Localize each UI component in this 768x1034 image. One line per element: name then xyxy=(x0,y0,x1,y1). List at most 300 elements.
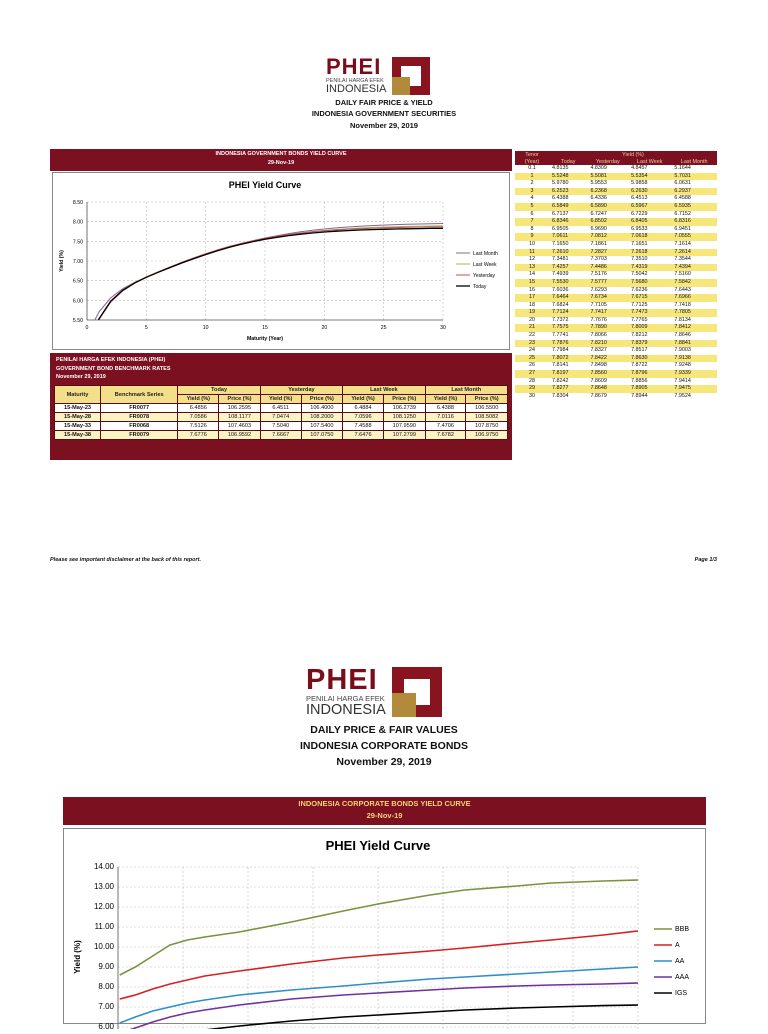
yield-cell: 6.2937 xyxy=(671,188,717,196)
yield-cell: 7.6715 xyxy=(628,294,671,302)
yield-cell: 7.8134 xyxy=(674,316,691,323)
table-row xyxy=(515,249,717,257)
table-row xyxy=(515,233,717,241)
table-row xyxy=(515,180,717,188)
series-cell: FR0068 xyxy=(101,422,178,431)
tenor-cell: 22 xyxy=(529,332,535,339)
yield-cell: 7.7984 xyxy=(552,347,569,354)
value-cell: 7.6776 xyxy=(178,431,219,440)
table-row xyxy=(515,355,717,363)
yield-cell: 7.6464 xyxy=(549,294,587,302)
table-row xyxy=(515,340,717,348)
x-tick-label: 20 xyxy=(321,325,328,331)
maturity-cell: 15-May-38 xyxy=(55,431,101,440)
yield-cell: 6.4388 xyxy=(552,195,569,202)
y-tick-label: 6.00 xyxy=(98,1022,114,1029)
y-tick-label: 6.50 xyxy=(72,278,83,285)
yield-cell: 7.9003 xyxy=(674,347,691,354)
yield-cell: 4.8457 xyxy=(631,165,648,171)
tenor-cell: 6 xyxy=(530,210,534,217)
y-tick-label: 8.00 xyxy=(98,982,114,991)
yield-cell: 7.9248 xyxy=(674,362,691,369)
report-title: DAILY FAIR PRICE & YIELD xyxy=(335,98,433,107)
yield-cell: 5.5354 xyxy=(628,173,671,181)
yield-cell: 7.8072 xyxy=(549,355,587,363)
logo-indonesia: INDONESIA xyxy=(306,702,386,719)
legend-label: IGS xyxy=(675,990,688,997)
table-row xyxy=(515,378,717,386)
yield-cell: 6.8316 xyxy=(671,218,717,226)
tenor-cell: 9 xyxy=(515,233,549,241)
legend-label: AAA xyxy=(675,974,690,981)
value-cell: 7.5040 xyxy=(260,422,301,431)
col-group-last-month: Last Month xyxy=(425,386,507,395)
report-subtitle: INDONESIA GOVERNMENT SECURITIES xyxy=(311,109,457,118)
value-cell: 7.0586 xyxy=(178,413,219,422)
value-cell: 6.4884 xyxy=(343,404,384,413)
value-cell: 106.5500 xyxy=(466,404,508,413)
tenor-cell: 20 xyxy=(529,316,535,323)
value-cell: 7.6667 xyxy=(260,431,301,440)
phei-logo xyxy=(306,666,442,718)
table-row xyxy=(515,324,717,332)
yield-cell: 7.8560 xyxy=(587,370,628,378)
yield-cell: 7.8412 xyxy=(671,324,717,332)
yield-cell: 7.8498 xyxy=(590,362,607,369)
yield-cell: 7.8841 xyxy=(671,340,717,348)
legend-label: Last Week xyxy=(473,262,497,268)
yield-cell: 7.7105 xyxy=(590,301,607,308)
banner-date: 29-Nov-19 xyxy=(267,160,295,166)
benchmark-panel xyxy=(50,353,512,460)
value-cell: 107.8750 xyxy=(466,422,508,431)
value-cell: 6.4511 xyxy=(260,404,301,413)
yield-cell: 7.0611 xyxy=(549,233,587,241)
report-title: DAILY PRICE & FAIR VALUES xyxy=(310,724,458,736)
benchmark-title-2: GOVERNMENT BOND BENCHMARK RATES xyxy=(56,365,171,372)
yield-header: Yield (%) xyxy=(549,151,717,158)
table-row xyxy=(55,422,508,431)
chart-title: PHEI Yield Curve xyxy=(228,180,302,190)
yield-cell: 7.8722 xyxy=(631,362,648,369)
table-row xyxy=(515,279,717,287)
logo-phei-text: PHEI xyxy=(306,664,378,696)
value-cell: 107.4603 xyxy=(219,422,261,431)
y-tick-label: 14.00 xyxy=(93,862,114,871)
logo-mark-icon xyxy=(392,57,430,95)
yield-cell: 7.7417 xyxy=(587,309,628,317)
yield-cell: 7.9339 xyxy=(671,370,717,378)
benchmark-table xyxy=(54,385,508,440)
yield-cell: 7.8905 xyxy=(628,385,671,393)
yield-cell: 7.2610 xyxy=(549,249,587,257)
tenor-cell: 4 xyxy=(530,195,534,202)
yield-cell: 7.7575 xyxy=(549,324,587,332)
table-row xyxy=(55,431,508,440)
tenor-cell: 5 xyxy=(515,203,549,211)
table-row xyxy=(515,218,717,226)
value-cell: 108.1177 xyxy=(219,413,261,422)
col-group-yesterday: Yesterday xyxy=(260,386,342,395)
tenor-cell: 13 xyxy=(515,264,549,272)
legend-label: Last Month xyxy=(473,251,498,257)
tenor-cell: 26 xyxy=(529,362,535,369)
chart-frame xyxy=(63,828,706,1029)
report-subtitle: INDONESIA CORPORATE BONDS xyxy=(299,740,468,752)
yield-cell: 7.6443 xyxy=(674,286,691,293)
value-cell: 7.6782 xyxy=(425,431,466,440)
yield-cell: 7.7125 xyxy=(631,301,648,308)
tenor-cell: 8 xyxy=(530,225,534,232)
x-tick-label: 10 xyxy=(202,325,209,331)
yield-cell: 7.2618 xyxy=(628,249,671,257)
y-tick-label: 7.00 xyxy=(72,259,83,265)
yield-cell: 7.8141 xyxy=(552,362,569,369)
yield-cell: 7.5042 xyxy=(631,271,648,278)
disclaimer: Please see important disclaimer at the back of this report. xyxy=(50,557,201,563)
yield-cell: 6.5935 xyxy=(671,203,717,211)
yield-cell: 7.7372 xyxy=(552,316,569,323)
tenor-header: Tenor xyxy=(515,151,549,158)
yield-cell: 7.8422 xyxy=(587,355,628,363)
yield-cell: 7.0555 xyxy=(671,233,717,241)
yield-cell: 6.9533 xyxy=(631,225,648,232)
value-cell: 7.6476 xyxy=(343,431,384,440)
y-tick-label: 12.00 xyxy=(93,902,114,911)
table-row xyxy=(515,226,717,234)
table-row xyxy=(515,370,717,378)
tenor-cell: 27 xyxy=(515,370,549,378)
col-yield: Yield (%) xyxy=(425,395,466,404)
yield-cell: 7.8009 xyxy=(628,324,671,332)
yield-cell: 7.7765 xyxy=(631,316,648,323)
table-row xyxy=(515,264,717,272)
yield-cell: 7.8796 xyxy=(628,370,671,378)
table-row xyxy=(515,332,717,340)
yield-cell: 7.5160 xyxy=(674,271,691,278)
yield-cell: 5.9553 xyxy=(590,180,607,187)
value-cell: 6.4388 xyxy=(425,404,466,413)
tenor-cell: 30 xyxy=(529,392,535,399)
yield-cell: 7.7124 xyxy=(549,309,587,317)
report-date: November 29, 2019 xyxy=(350,121,418,130)
col-last-week: Last Week xyxy=(628,158,671,165)
yield-cell: 6.4336 xyxy=(590,195,607,202)
col-benchmark-series: Benchmark Series xyxy=(101,386,178,404)
banner-title: INDONESIA CORPORATE BONDS YIELD CURVE xyxy=(298,799,471,808)
tenor-cell: 29 xyxy=(515,385,549,393)
yield-cell: 7.7890 xyxy=(587,324,628,332)
y-tick-label: 8.00 xyxy=(72,219,83,226)
yield-cell: 7.8856 xyxy=(631,377,648,384)
tenor-cell: 2 xyxy=(530,180,534,187)
yield-cell: 7.2827 xyxy=(587,249,628,257)
chart-frame xyxy=(52,172,510,350)
table-row xyxy=(515,317,717,325)
tenor-table-body xyxy=(515,165,717,400)
value-cell: 7.0474 xyxy=(260,413,301,422)
y-tick-label: 13.00 xyxy=(93,882,114,891)
y-axis-label: Yield (%) xyxy=(59,250,65,272)
yield-cell: 7.1651 xyxy=(631,240,648,247)
yield-cell: 7.6293 xyxy=(590,286,607,293)
col-group-today: Today xyxy=(178,386,260,395)
yield-cell: 6.2630 xyxy=(628,188,671,196)
col-maturity: Maturity xyxy=(55,386,101,404)
table-row xyxy=(515,211,717,219)
y-tick-label: 11.00 xyxy=(94,922,114,931)
x-tick-label: 5 xyxy=(144,325,148,331)
col-today: Today xyxy=(549,158,587,165)
legend-label: BBB xyxy=(675,926,690,933)
yield-cell: 7.8327 xyxy=(590,347,607,354)
table-row xyxy=(515,173,717,181)
yield-cell: 6.9451 xyxy=(674,225,691,232)
col-price: Price (%) xyxy=(301,395,343,404)
logo-mark-icon xyxy=(392,667,442,717)
corporate-yield-curve-chart xyxy=(64,829,705,1029)
tenor-cell: 16 xyxy=(529,286,535,293)
yield-cell: 7.7676 xyxy=(590,316,607,323)
table-row xyxy=(515,195,717,203)
yield-cell: 7.5176 xyxy=(590,271,607,278)
yield-cell: 7.8066 xyxy=(590,332,607,339)
report-date: November 29, 2019 xyxy=(336,756,432,768)
tenor-cell: 10 xyxy=(529,240,535,247)
yield-cell: 6.7247 xyxy=(590,210,607,217)
col-yield: Yield (%) xyxy=(343,395,384,404)
yield-cell: 5.5248 xyxy=(549,173,587,181)
logo-subtitle: PENILAI HARGA EFEK xyxy=(306,694,385,703)
value-cell: 7.4588 xyxy=(343,422,384,431)
page-number: Page 1/3 xyxy=(694,557,717,563)
y-tick-label: 7.00 xyxy=(98,1002,114,1011)
x-tick-label: 15 xyxy=(262,325,268,331)
yield-cell: 7.3510 xyxy=(631,256,648,263)
yield-cell: 7.2614 xyxy=(671,249,717,257)
tenor-cell: 25 xyxy=(515,355,549,363)
yield-cell: 7.6734 xyxy=(587,294,628,302)
yield-cell: 7.7805 xyxy=(671,309,717,317)
table-row xyxy=(515,287,717,295)
value-cell: 107.0750 xyxy=(301,431,343,440)
value-cell: 107.2799 xyxy=(383,431,425,440)
yield-cell: 6.5849 xyxy=(549,203,587,211)
col-group-last-week: Last Week xyxy=(343,386,425,395)
government-yield-curve-chart xyxy=(53,173,509,349)
legend-label: AA xyxy=(675,958,685,965)
yield-cell: 7.8197 xyxy=(549,370,587,378)
yield-cell: 5.1644 xyxy=(674,165,691,171)
col-yield: Yield (%) xyxy=(178,395,219,404)
y-tick-label: 5.50 xyxy=(72,318,83,324)
table-row xyxy=(515,188,717,196)
tenor-cell: 19 xyxy=(515,309,549,317)
yield-cell: 7.0618 xyxy=(628,233,671,241)
col-price: Price (%) xyxy=(219,395,261,404)
tenor-cell: 18 xyxy=(529,301,535,308)
yield-cell: 7.8304 xyxy=(552,392,569,399)
yield-cell: 7.6966 xyxy=(671,294,717,302)
yield-cell: 4.8309 xyxy=(590,165,607,171)
value-cell: 108.5082 xyxy=(466,413,508,422)
tenor-cell: 3 xyxy=(515,188,549,196)
col-yesterday: Yesterday xyxy=(587,158,628,165)
maturity-cell: 15-May-28 xyxy=(55,413,101,422)
value-cell: 107.5400 xyxy=(301,422,343,431)
maturity-cell: 15-May-23 xyxy=(55,404,101,413)
y-tick-label: 7.50 xyxy=(72,239,83,246)
corporate-yield-curve-banner xyxy=(63,797,706,825)
col-price: Price (%) xyxy=(383,395,425,404)
yield-cell: 6.5890 xyxy=(587,203,628,211)
table-row xyxy=(515,241,717,249)
yield-cell: 7.7876 xyxy=(549,340,587,348)
logo-indonesia: INDONESIA xyxy=(326,83,387,96)
yield-cell: 6.5967 xyxy=(628,203,671,211)
yield-cell: 6.0631 xyxy=(674,180,691,187)
value-cell: 7.4706 xyxy=(425,422,466,431)
yield-cell: 7.8210 xyxy=(587,340,628,348)
table-row xyxy=(515,271,717,279)
yield-cell: 7.5777 xyxy=(587,279,628,287)
yield-cell: 5.7031 xyxy=(671,173,717,181)
benchmark-title-3: November 29, 2019 xyxy=(56,374,106,380)
yield-cell: 7.4394 xyxy=(671,264,717,272)
y-tick-label: 8.50 xyxy=(72,200,83,206)
table-row xyxy=(515,362,717,370)
value-cell: 106.9750 xyxy=(466,431,508,440)
x-tick-label: 0 xyxy=(85,325,89,331)
tenor-cell: 11 xyxy=(515,249,549,257)
tenor-cell: 12 xyxy=(529,256,535,263)
tenor-cell: 1 xyxy=(515,173,549,181)
yield-cell: 7.5842 xyxy=(671,279,717,287)
tenor-cell: 23 xyxy=(515,340,549,348)
yield-cell: 7.8277 xyxy=(549,385,587,393)
value-cell: 7.0596 xyxy=(343,413,384,422)
value-cell: 106.9592 xyxy=(219,431,261,440)
yield-cell: 6.8346 xyxy=(549,218,587,226)
value-cell: 106.4000 xyxy=(301,404,343,413)
yield-cell: 7.7473 xyxy=(628,309,671,317)
tenor-cell: 14 xyxy=(529,271,535,278)
tenor-cell: 0.1 xyxy=(528,165,536,171)
yield-cell: 7.1650 xyxy=(552,240,569,247)
year-header: (Year) xyxy=(515,158,549,165)
table-row xyxy=(515,302,717,310)
tenor-cell: 28 xyxy=(529,377,535,384)
value-cell: 7.5126 xyxy=(178,422,219,431)
banner-date: 29-Nov-19 xyxy=(366,811,403,820)
table-row xyxy=(515,393,717,401)
yield-cell: 6.7152 xyxy=(674,210,691,217)
tenor-cell: 7 xyxy=(515,218,549,226)
yield-cell: 5.9780 xyxy=(552,180,569,187)
col-last-month: Last Month xyxy=(671,158,717,165)
yield-cell: 7.8944 xyxy=(631,392,648,399)
yield-cell: 7.4319 xyxy=(628,264,671,272)
table-row xyxy=(515,294,717,302)
yield-cell: 7.4257 xyxy=(549,264,587,272)
col-yield: Yield (%) xyxy=(260,395,301,404)
yield-cell: 7.1861 xyxy=(590,240,607,247)
yield-cell: 7.6236 xyxy=(631,286,648,293)
value-cell: 106.2595 xyxy=(219,404,261,413)
yield-cell: 7.8242 xyxy=(552,377,569,384)
value-cell: 108.2000 xyxy=(301,413,343,422)
yield-cell: 7.9414 xyxy=(674,377,691,384)
yield-cell: 7.9475 xyxy=(671,385,717,393)
benchmark-table-body xyxy=(55,404,508,440)
yield-cell: 7.9138 xyxy=(671,355,717,363)
table-row xyxy=(515,309,717,317)
yield-cell: 6.2368 xyxy=(587,188,628,196)
yield-cell: 7.8648 xyxy=(587,385,628,393)
yield-cell: 6.7137 xyxy=(552,210,569,217)
banner-title: INDONESIA GOVERNMENT BONDS YIELD CURVE xyxy=(215,151,347,157)
table-row xyxy=(515,256,717,264)
yield-cell: 6.4513 xyxy=(631,195,648,202)
yield-cell: 6.8502 xyxy=(587,218,628,226)
yield-cell: 6.7229 xyxy=(631,210,648,217)
yield-cell: 6.9690 xyxy=(590,225,607,232)
yield-cell: 7.0812 xyxy=(587,233,628,241)
x-tick-label: 30 xyxy=(440,325,446,331)
series-cell: FR0078 xyxy=(101,413,178,422)
yield-cell: 5.5081 xyxy=(587,173,628,181)
yield-cell: 4.8135 xyxy=(552,165,569,171)
y-tick-label: 9.00 xyxy=(98,962,114,971)
legend-label: A xyxy=(675,942,680,949)
x-axis-label: Maturity (Year) xyxy=(246,336,284,342)
table-row xyxy=(515,203,717,211)
yield-cell: 7.1614 xyxy=(674,240,691,247)
tenor-cell: 17 xyxy=(515,294,549,302)
y-tick-label: 10.00 xyxy=(93,942,114,951)
yield-cell: 7.8379 xyxy=(628,340,671,348)
table-row xyxy=(515,165,717,173)
yield-cell: 7.4939 xyxy=(552,271,569,278)
yield-cell: 7.3544 xyxy=(674,256,691,263)
yield-cell: 7.3703 xyxy=(590,256,607,263)
yield-cell: 7.8212 xyxy=(631,332,648,339)
value-cell: 106.2739 xyxy=(383,404,425,413)
yield-cell: 7.7418 xyxy=(674,301,691,308)
yield-cell: 7.4486 xyxy=(587,264,628,272)
value-cell: 107.9590 xyxy=(383,422,425,431)
tenor-cell: 15 xyxy=(515,279,549,287)
series-cell: FR0077 xyxy=(101,404,178,413)
maturity-cell: 15-May-33 xyxy=(55,422,101,431)
yield-cell: 7.3481 xyxy=(552,256,569,263)
table-row xyxy=(515,347,717,355)
value-cell: 6.4856 xyxy=(178,404,219,413)
yield-cell: 7.5680 xyxy=(628,279,671,287)
benchmark-title-1: PENILAI HARGA EFEK INDONESIA (PHEI) xyxy=(56,357,166,363)
yield-cell: 7.6036 xyxy=(552,286,569,293)
table-row xyxy=(55,404,508,413)
yield-cell: 6.2523 xyxy=(549,188,587,196)
yield-cell: 7.5530 xyxy=(549,279,587,287)
series-line-last-month xyxy=(85,224,443,334)
y-axis-label: Yield (%) xyxy=(73,940,82,974)
yield-cell: 7.8517 xyxy=(631,347,648,354)
legend-label: Yesterday xyxy=(473,273,496,279)
yield-cell: 7.6824 xyxy=(552,301,569,308)
yield-cell: 6.4588 xyxy=(674,195,691,202)
series-line-igs xyxy=(120,1005,638,1029)
